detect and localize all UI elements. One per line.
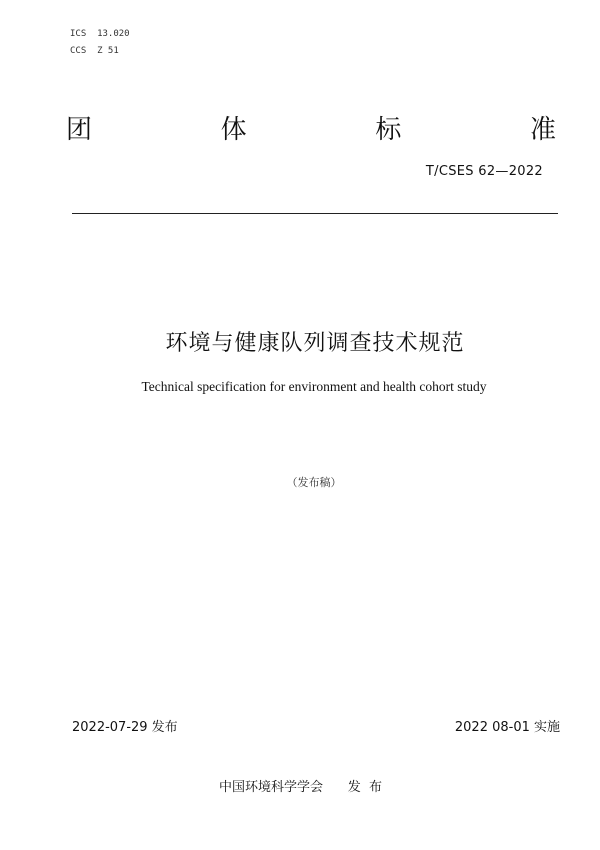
standard-number: T/CSES 62—2022 — [425, 164, 543, 179]
standard-type-heading — [66, 112, 556, 148]
heading-char-4: 准 — [529, 115, 556, 145]
heading-char-1: 团 — [66, 115, 93, 145]
heading-char-3: 标 — [375, 115, 402, 145]
header-divider — [72, 213, 558, 214]
implementation-date: 2022 08-01 实施 — [454, 720, 560, 735]
draft-status-label: （发布稿） — [286, 476, 342, 489]
issuing-organization: 中国环境科学学会 发 布 — [219, 780, 383, 795]
publish-date: 2022-07-29 发布 — [72, 720, 178, 735]
classification-codes — [70, 26, 130, 60]
ics-code: ICS 13.020 — [70, 29, 130, 39]
document-title-chinese: 环境与健康队列调查技术规范 — [165, 331, 465, 356]
heading-char-2: 体 — [220, 115, 247, 145]
ccs-code: CCS Z 51 — [70, 46, 119, 56]
document-title-english: Technical specification for environment and health cohort study — [141, 379, 487, 394]
